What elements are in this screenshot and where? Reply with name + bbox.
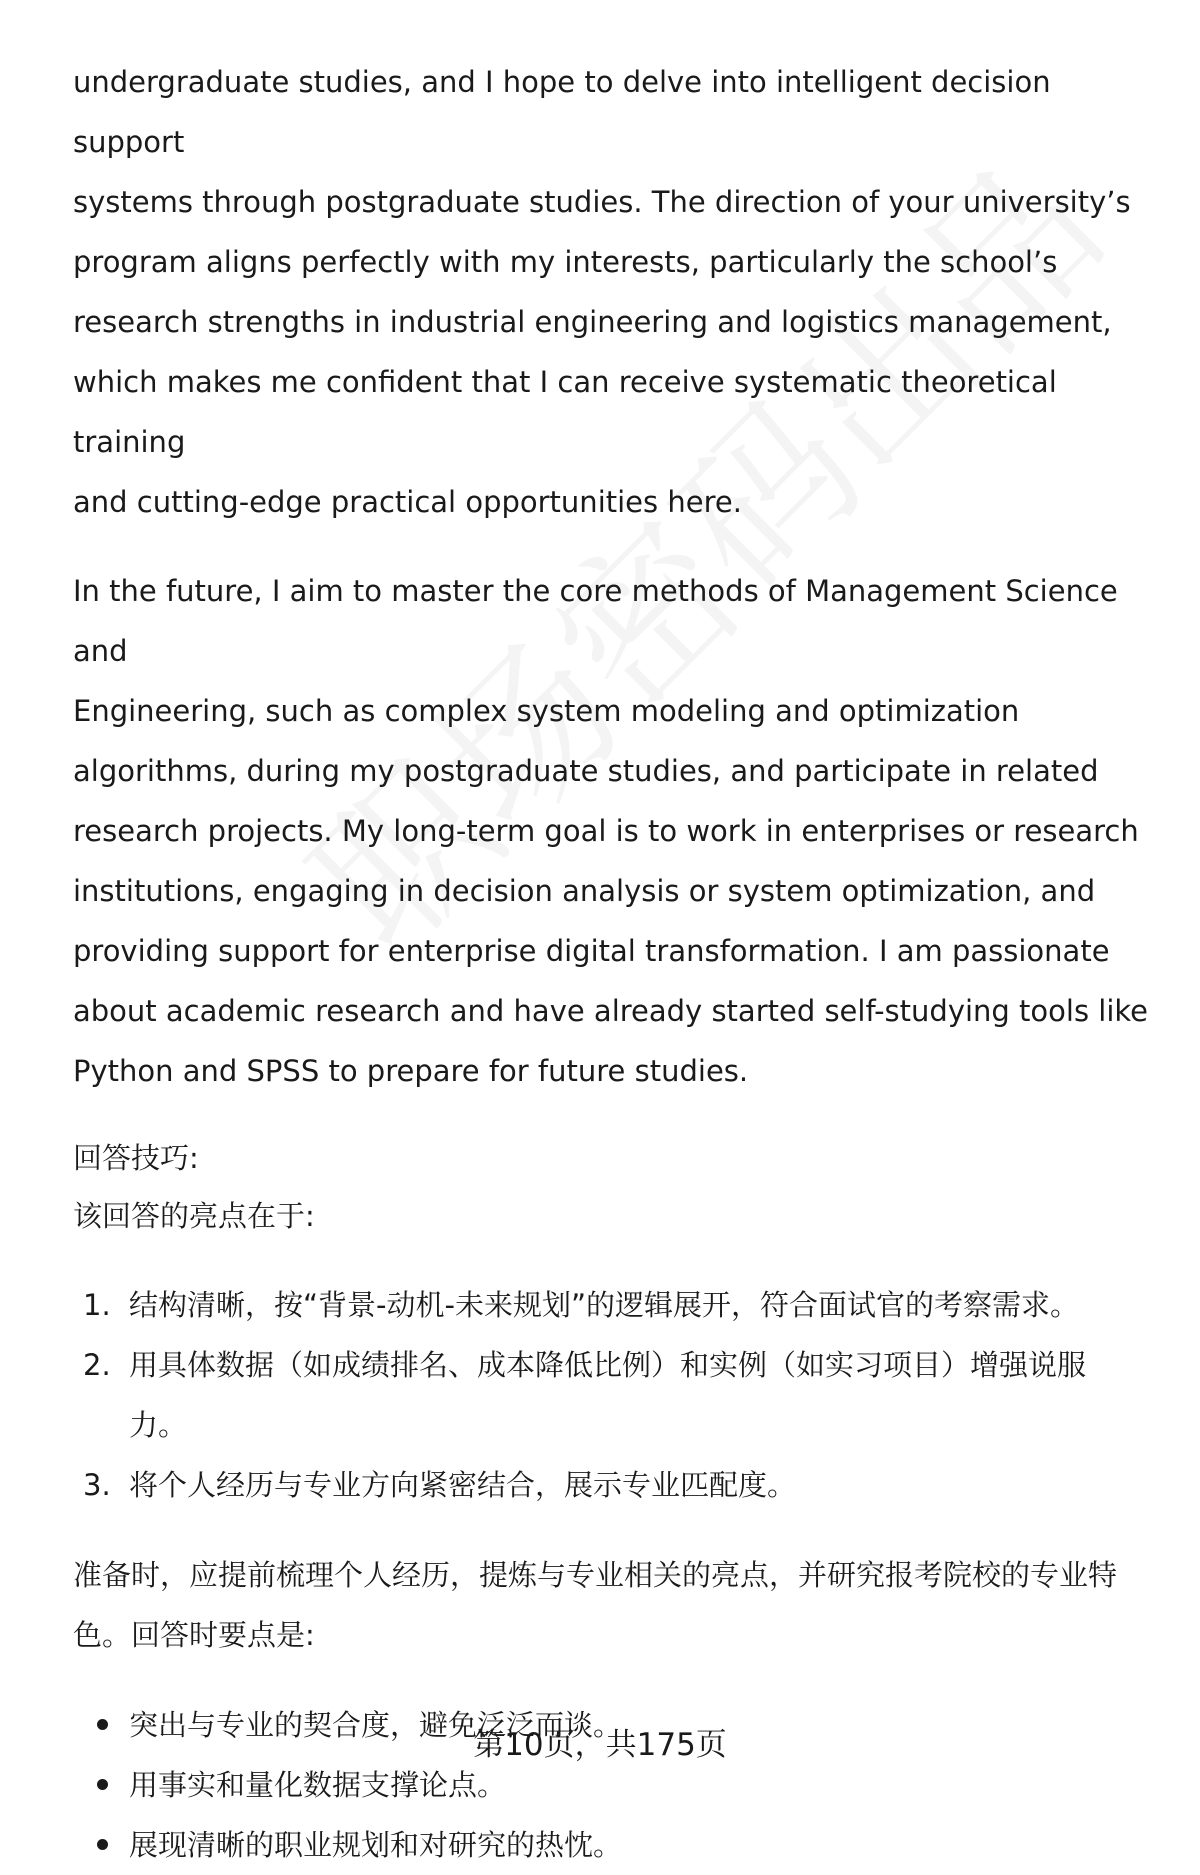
text-line: which makes me confident that I can receive systematic theoretical training [73,365,1057,459]
list-item [73,1455,1153,1515]
text-line: systems through postgraduate studies. The direction of your university’s [73,185,1131,219]
text-line: Python and SPSS to prepare for future studies. [73,1054,749,1088]
text-line: institutions, engaging in decision analysis or system optimization, and [73,874,1096,908]
preparation-paragraph [73,1545,1153,1665]
list-item [73,1275,1153,1335]
text-line: about academic research and have already started self-studying tools like [73,994,1148,1028]
list-item-text: 将个人经历与专业方向紧密结合，展示专业匹配度。 [129,1468,797,1502]
tips-heading: 回答技巧: [73,1141,199,1175]
text-line: 准备时，应提前梳理个人经历，提炼与专业相关的亮点，并研究报考院校的专业特 [73,1558,1118,1592]
bullet-icon [97,1839,108,1850]
text-line: undergraduate studies, and I hope to delve into intelligent decision support [73,65,1051,159]
text-line: algorithms, during my postgraduate studies, and participate in related [73,754,1099,788]
text-line: 色。回答时要点是: [73,1618,315,1652]
paragraph-1 [73,52,1153,532]
paragraph-2 [73,561,1153,1101]
text-line: In the future, I aim to master the core methods of Management Science and [73,574,1118,668]
bullet-icon [97,1779,108,1790]
tips-subheading: 该回答的亮点在于: [73,1199,315,1233]
list-item [73,1815,1153,1875]
list-item-text: 力。 [129,1408,188,1442]
text-line: and cutting-edge practical opportunities here. [73,485,742,519]
key-points-list [73,1695,1153,1875]
text-line: program aligns perfectly with my interests, particularly the school’s [73,245,1058,279]
list-item-text: 结构清晰，按“背景-动机-未来规划”的逻辑展开，符合面试官的考察需求。 [129,1288,1079,1322]
text-line: research strengths in industrial engineering and logistics management, [73,305,1112,339]
list-number: 3. [83,1468,111,1502]
page-content [73,52,1153,1875]
list-item-text: 用事实和量化数据支撑论点。 [129,1768,507,1802]
list-item-text: 用具体数据（如成绩排名、成本降低比例）和实例（如实习项目）增强说服 [129,1348,1087,1382]
list-number: 2. [83,1348,111,1382]
text-line: Engineering, such as complex system modeling and optimization [73,694,1020,728]
page-number: 第10页，共175页 [473,1727,727,1763]
highlight-list [73,1275,1153,1515]
list-item-text: 突出与专业的契合度，避免泛泛而谈。 [129,1708,623,1742]
text-line: research projects. My long-term goal is to work in enterprises or research [73,814,1139,848]
list-item-text: 展现清晰的职业规划和对研究的热忱。 [129,1828,623,1862]
list-number: 1. [83,1288,111,1322]
text-line: providing support for enterprise digital transformation. I am passionate [73,934,1110,968]
list-item [73,1335,1153,1455]
